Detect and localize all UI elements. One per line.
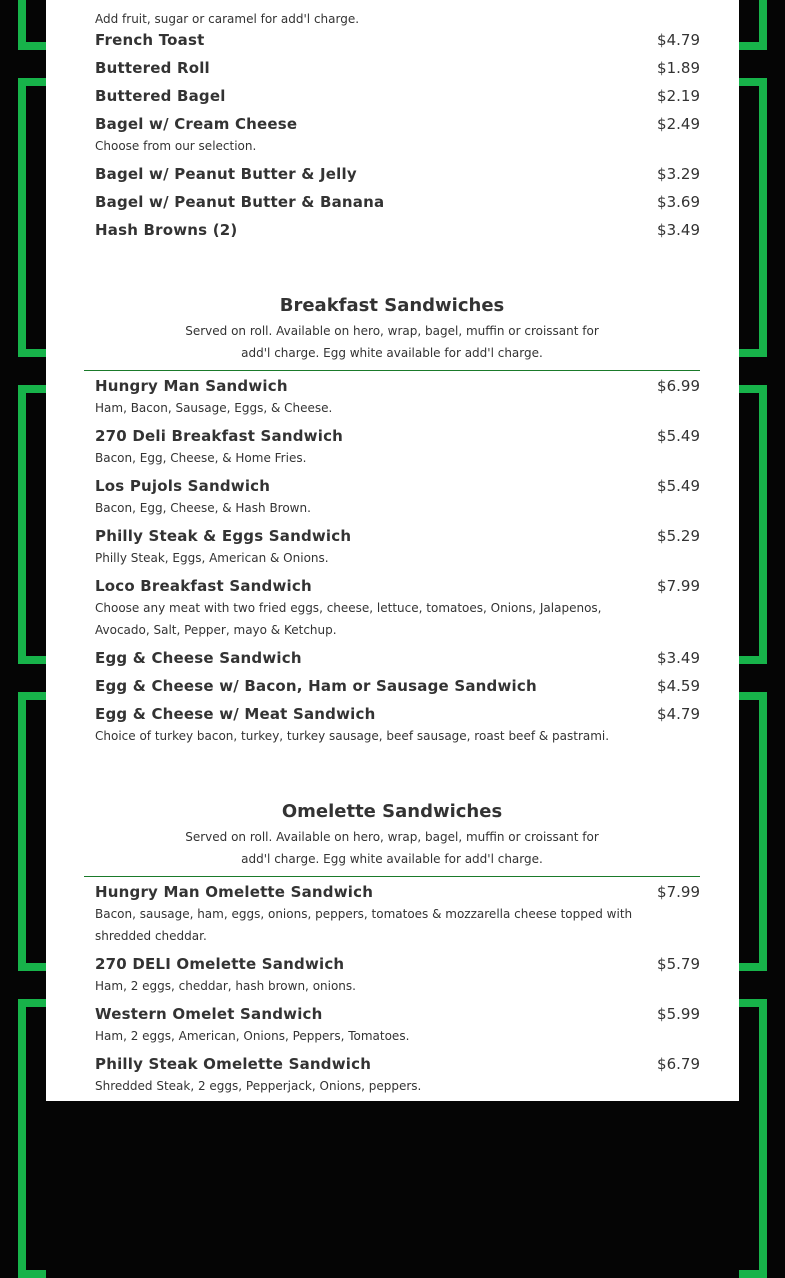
green-bracket-decoration xyxy=(739,692,767,971)
menu-item[interactable] xyxy=(95,527,700,569)
item-price: $6.79 xyxy=(657,1055,700,1073)
item-name: Philly Steak & Eggs Sandwich xyxy=(95,527,352,545)
item-price: $3.49 xyxy=(657,221,700,239)
item-description: Bacon, Egg, Cheese, & Home Fries. xyxy=(95,451,307,465)
item-price: $5.79 xyxy=(657,955,700,973)
section-header xyxy=(84,801,700,877)
item-price: $1.89 xyxy=(657,59,700,77)
item-name: Western Omelet Sandwich xyxy=(95,1005,323,1023)
menu-item[interactable] xyxy=(95,59,700,77)
green-bracket-decoration xyxy=(739,78,767,357)
menu-item[interactable] xyxy=(95,577,700,641)
section-note: Served on roll. Available on hero, wrap, bagel, muffin or croissant for add'l charge. Egg white available for add'l charge. xyxy=(185,324,599,360)
item-name: Egg & Cheese w/ Meat Sandwich xyxy=(95,705,376,723)
item-price: $4.59 xyxy=(657,677,700,695)
item-price: $5.99 xyxy=(657,1005,700,1023)
item-price: $3.49 xyxy=(657,649,700,667)
section-divider xyxy=(84,370,700,371)
item-price: $3.29 xyxy=(657,165,700,183)
menu-item[interactable] xyxy=(95,427,700,469)
item-price: $5.29 xyxy=(657,527,700,545)
item-name: Bagel w/ Peanut Butter & Jelly xyxy=(95,165,357,183)
item-price: $4.79 xyxy=(657,31,700,49)
item-price: $2.19 xyxy=(657,87,700,105)
green-bracket-decoration xyxy=(18,999,46,1278)
menu-item[interactable] xyxy=(95,165,700,183)
item-name: Hash Browns (2) xyxy=(95,221,238,239)
item-name: Buttered Roll xyxy=(95,59,210,77)
menu-item[interactable] xyxy=(95,221,700,239)
green-bracket-decoration xyxy=(18,0,46,50)
green-bracket-decoration xyxy=(739,999,767,1278)
menu-item[interactable] xyxy=(95,193,700,211)
item-name: Bagel w/ Cream Cheese xyxy=(95,115,298,133)
item-name: Hungry Man Omelette Sandwich xyxy=(95,883,374,901)
item-name: Egg & Cheese w/ Bacon, Ham or Sausage Sandwich xyxy=(95,677,537,695)
section-title: Omelette Sandwiches xyxy=(281,801,503,822)
item-description: Ham, 2 eggs, cheddar, hash brown, onions. xyxy=(95,979,356,993)
menu-item[interactable] xyxy=(95,31,700,49)
item-description: Philly Steak, Eggs, American & Onions. xyxy=(95,551,329,565)
green-bracket-decoration xyxy=(18,78,46,357)
menu-item[interactable] xyxy=(95,87,700,105)
menu-item[interactable] xyxy=(95,705,700,747)
menu-item[interactable] xyxy=(95,883,700,947)
item-name: French Toast xyxy=(95,31,205,49)
green-bracket-decoration xyxy=(739,385,767,664)
item-price: $7.99 xyxy=(657,883,700,901)
item-description: Bacon, Egg, Cheese, & Hash Brown. xyxy=(95,501,311,515)
item-note: Add fruit, sugar or caramel for add'l charge. xyxy=(95,12,360,26)
item-name: Egg & Cheese Sandwich xyxy=(95,649,302,667)
item-name: Hungry Man Sandwich xyxy=(95,377,288,395)
green-bracket-decoration xyxy=(18,692,46,971)
item-name: Buttered Bagel xyxy=(95,87,226,105)
item-name: Los Pujols Sandwich xyxy=(95,477,271,495)
item-price: $7.99 xyxy=(657,577,700,595)
item-description: Choice of turkey bacon, turkey, turkey sausage, beef sausage, roast beef & pastrami. xyxy=(95,729,610,743)
item-name: Philly Steak Omelette Sandwich xyxy=(95,1055,372,1073)
item-price: $5.49 xyxy=(657,427,700,445)
menu-item[interactable] xyxy=(95,677,700,695)
item-price: $2.49 xyxy=(657,115,700,133)
item-description: Choose from our selection. xyxy=(95,139,257,153)
item-description: Bacon, sausage, ham, eggs, onions, peppers, tomatoes & mozzarella cheese topped with shredded cheddar. xyxy=(95,907,633,943)
item-name: Bagel w/ Peanut Butter & Banana xyxy=(95,193,385,211)
item-description: Shredded Steak, 2 eggs, Pepperjack, Onions, peppers. xyxy=(95,1079,422,1093)
section-title: Breakfast Sandwiches xyxy=(279,295,505,316)
section-note: Served on roll. Available on hero, wrap, bagel, muffin or croissant for add'l charge. Egg white available for add'l charge. xyxy=(185,830,599,866)
item-price: $4.79 xyxy=(657,705,700,723)
item-price: $6.99 xyxy=(657,377,700,395)
menu-content xyxy=(95,0,700,1101)
item-price: $3.69 xyxy=(657,193,700,211)
menu-item[interactable] xyxy=(95,955,700,997)
green-bracket-decoration xyxy=(18,385,46,664)
item-name: 270 DELI Omelette Sandwich xyxy=(95,955,345,973)
menu-item[interactable] xyxy=(95,1005,700,1047)
menu-item[interactable] xyxy=(95,1055,700,1097)
item-name: 270 Deli Breakfast Sandwich xyxy=(95,427,344,445)
menu-item[interactable] xyxy=(95,377,700,419)
item-price: $5.49 xyxy=(657,477,700,495)
menu-item[interactable] xyxy=(95,649,700,667)
menu-item[interactable] xyxy=(95,115,700,157)
item-name: Loco Breakfast Sandwich xyxy=(95,577,312,595)
item-description: Choose any meat with two fried eggs, cheese, lettuce, tomatoes, Onions, Jalapenos, Avocado, Salt, Pepper, mayo & Ketchup. xyxy=(95,601,602,637)
item-description: Ham, Bacon, Sausage, Eggs, & Cheese. xyxy=(95,401,333,415)
menu-item[interactable] xyxy=(95,477,700,519)
item-description: Ham, 2 eggs, American, Onions, Peppers, Tomatoes. xyxy=(95,1029,410,1043)
section-divider xyxy=(84,876,700,877)
section-header xyxy=(84,295,700,371)
green-bracket-decoration xyxy=(739,0,767,50)
